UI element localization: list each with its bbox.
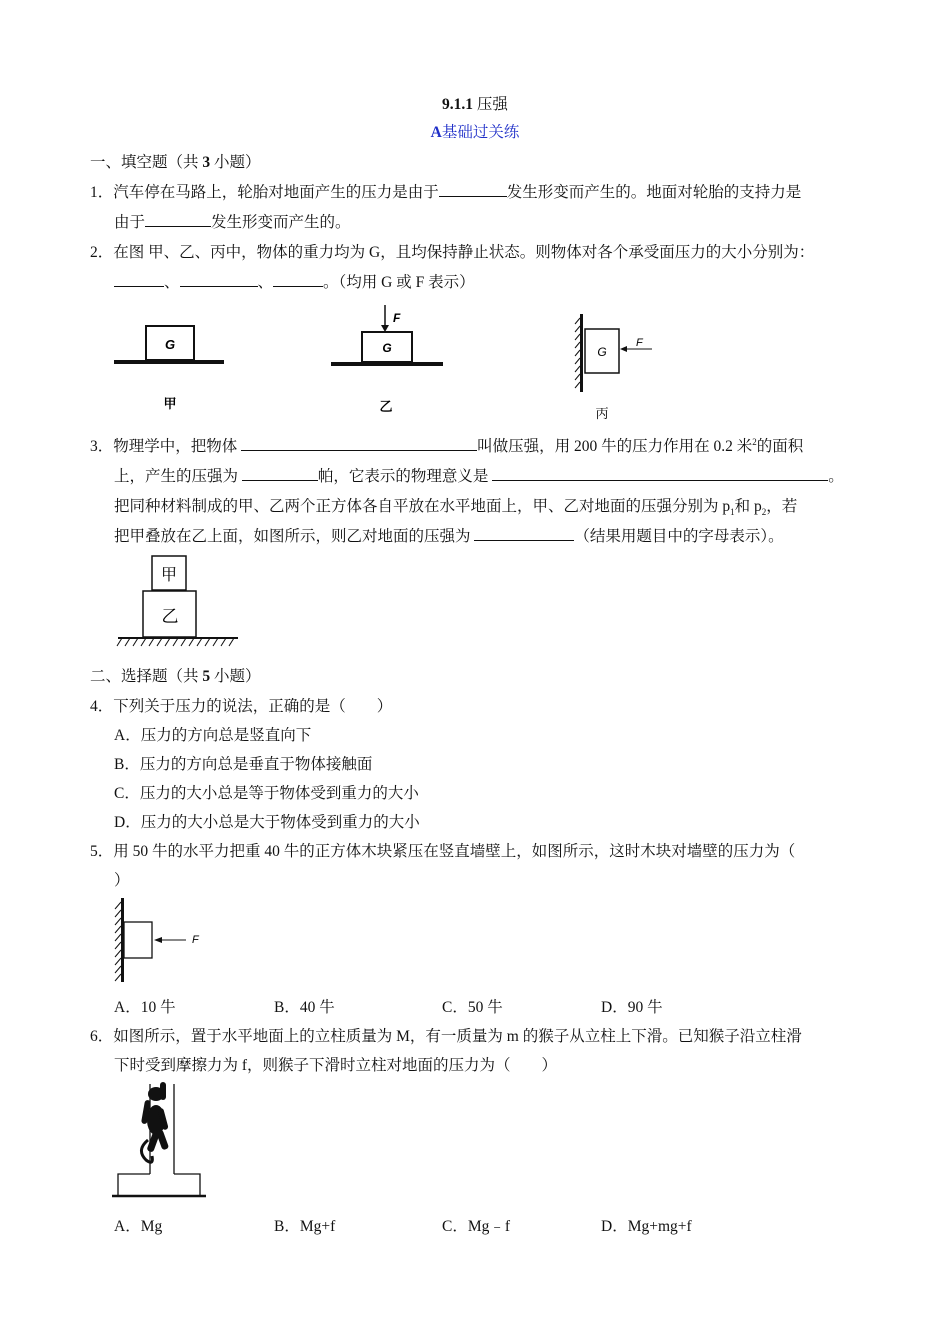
question-3-line-1: 3．物理学中，把物体 叫做压强，用 200 牛的压力作用在 0.2 米$^2$的面积 bbox=[90, 436, 804, 455]
blank[interactable] bbox=[114, 272, 164, 287]
question-5-option-c[interactable]: C．50 牛 bbox=[442, 999, 503, 1016]
label-f: F bbox=[636, 337, 643, 349]
question-6-line-1: 6．如图所示，置于水平地面上的立柱质量为 M，有一质量为 m 的猴子从立柱上下滑。已知猴子沿立柱滑 bbox=[90, 1028, 802, 1045]
figure-block-wall bbox=[112, 898, 212, 988]
question-6-line-2: 下时受到摩擦力为 f，则猴子下滑时立柱对地面的压力为（ ） bbox=[114, 1057, 558, 1074]
label-f: F bbox=[393, 311, 401, 325]
blank[interactable] bbox=[241, 436, 477, 451]
blank[interactable] bbox=[439, 182, 507, 197]
figure-jia bbox=[112, 320, 227, 415]
question-5-option-b[interactable]: B．40 牛 bbox=[274, 999, 335, 1016]
figure-monkey-pole bbox=[112, 1080, 212, 1205]
question-4-stem: 4．下列关于压力的说法，正确的是（ ） bbox=[90, 698, 393, 715]
question-5-option-a[interactable]: A．10 牛 bbox=[114, 999, 176, 1016]
label-g: G bbox=[597, 345, 607, 359]
label-f: F bbox=[192, 934, 199, 946]
figure-bing bbox=[572, 312, 662, 422]
question-4-option-c[interactable]: C．压力的大小总是等于物体受到重力的大小 bbox=[114, 785, 419, 802]
question-4-option-a[interactable]: A．压力的方向总是竖直向下 bbox=[114, 727, 312, 744]
blank[interactable] bbox=[474, 526, 574, 541]
figure-yi bbox=[328, 305, 448, 415]
question-4-option-d[interactable]: D．压力的大小总是大于物体受到重力的大小 bbox=[114, 814, 420, 831]
question-1-line-2: 由于 发生形变而产生的。 bbox=[114, 214, 351, 231]
label-yi: 乙 bbox=[161, 607, 179, 626]
question-6-option-a[interactable]: A．Mg bbox=[114, 1218, 163, 1235]
label-g: G bbox=[164, 337, 176, 352]
monkey-icon bbox=[141, 1082, 169, 1162]
question-6-option-c[interactable]: C．Mg﹣f bbox=[442, 1218, 511, 1235]
question-5-line-2: ） bbox=[114, 872, 130, 889]
blank[interactable] bbox=[145, 212, 211, 227]
question-2-line-2: 、 、 。（均用 G 或 F 表示） bbox=[114, 270, 475, 292]
section-heading-fill-blank: 一、填空题（共 3 小题） bbox=[90, 154, 261, 171]
section-heading-choice: 二、选择题（共 5 小题） bbox=[90, 668, 261, 685]
blank[interactable] bbox=[180, 272, 258, 287]
blank[interactable] bbox=[492, 466, 828, 481]
figure-stacked-blocks bbox=[116, 554, 241, 654]
label-jia: 甲 bbox=[160, 567, 178, 584]
blank[interactable] bbox=[242, 466, 318, 481]
page-title: 9.1.1 压强 bbox=[442, 96, 508, 113]
question-6-option-d[interactable]: D．Mg+mg+f bbox=[601, 1218, 692, 1235]
question-3-line-4: 把甲叠放在乙上面，如图所示，则乙对地面的压强为 （结果用题目中的字母表示）。 bbox=[114, 528, 784, 545]
question-1-line-1: 1．汽车停在马路上，轮胎对地面产生的压力是由于 发生形变而产生的。地面对轮胎的支持力是 bbox=[90, 184, 802, 201]
label-yi: 乙 bbox=[379, 399, 393, 414]
question-4-option-b[interactable]: B．压力的方向总是垂直于物体接触面 bbox=[114, 756, 373, 773]
blank[interactable] bbox=[273, 272, 323, 287]
label-g: G bbox=[382, 341, 392, 355]
label-jia: 甲 bbox=[163, 396, 177, 411]
label-bing: 丙 bbox=[595, 406, 609, 421]
question-3-line-3: 把同种材料制成的甲、乙两个正方体各自平放在水平地面上，甲、乙对地面的压强分别为 $p_1$和 $p_2$，若 bbox=[114, 498, 798, 518]
page-subtitle: A基础过关练 bbox=[430, 124, 520, 141]
question-6-option-b[interactable]: B．Mg+f bbox=[274, 1218, 336, 1235]
question-5-option-d[interactable]: D．90 牛 bbox=[601, 999, 663, 1016]
question-3-line-2: 上，产生的压强为 帕，它表示的物理意义是 。 bbox=[114, 468, 844, 485]
question-2-line-1: 2．在图 甲、乙、丙中，物体的重力均为 G，且均保持静止状态。则物体对各个承受面压力的大小分别为： bbox=[90, 244, 815, 261]
question-5-line-1: 5．用 50 牛的水平力把重 40 牛的正方体木块紧压在竖直墙壁上，如图所示，这时木块对墙壁的压力为（ bbox=[90, 843, 796, 860]
